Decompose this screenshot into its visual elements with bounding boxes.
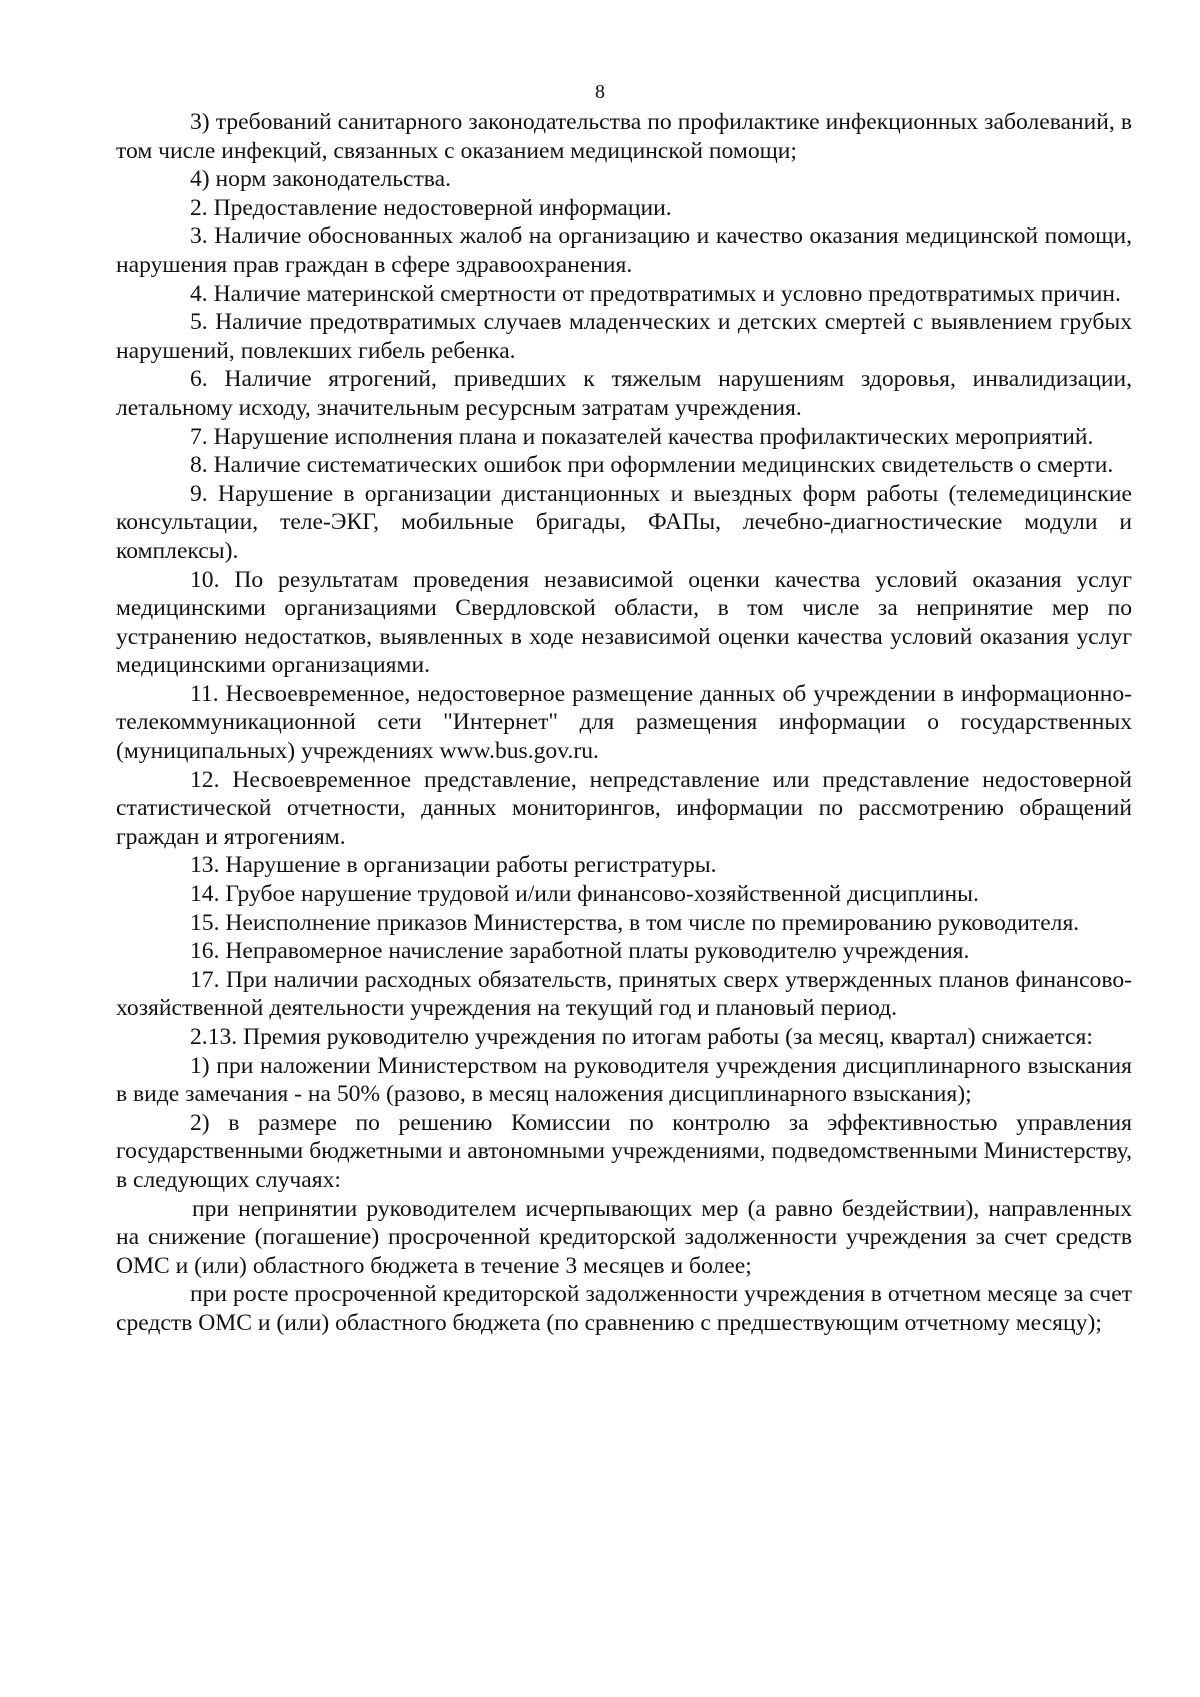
paragraph: 3. Наличие обоснованных жалоб на организацию и качество оказания медицинской помощи, нарушения прав граждан в сфере здравоохранения. bbox=[116, 223, 1132, 278]
paragraph: 8. Наличие систематических ошибок при оформлении медицинских свидетельств о смерти. bbox=[190, 452, 1114, 479]
paragraph: 3) требований санитарного законодательства по профилактике инфекционных заболеваний, в том числе инфекций, связанных с оказанием медицинской помощи; bbox=[116, 109, 1132, 164]
paragraph: 16. Неправомерное начисление заработной платы руководителю учреждения. bbox=[190, 938, 970, 965]
paragraph: при непринятии руководителем исчерпывающих мер (а равно бездействии), направленных на снижение (погашение) просроченной кредиторской задолженности учреждения за счет средств ОМС и (или) областного бюджета в течение 3 месяцев и более; bbox=[116, 1195, 1132, 1279]
paragraph: 7. Нарушение исполнения плана и показателей качества профилактических мероприятий. bbox=[190, 423, 1094, 450]
paragraph: 11. Несвоевременное, недостоверное размещение данных об учреждении в информационно-телекоммуникационной сети "Интернет" для размещения информации о государственных (муниципальных) учреждениях www.bus.gov.ru. bbox=[116, 680, 1132, 765]
document-body bbox=[116, 108, 1132, 1338]
paragraph: 9. Нарушение в организации дистанционных и выездных форм работы (телемедицинские консультации, теле-ЭКГ, мобильные бригады, ФАПы, лечебно-диагностические модули и комплексы). bbox=[116, 480, 1132, 564]
paragraph: 1) при наложении Министерством на руководителя учреждения дисциплинарного взыскания в виде замечания - на 50% (разово, в месяц наложения дисциплинарного взыскания); bbox=[116, 1052, 1132, 1108]
paragraph: 5. Наличие предотвратимых случаев младенческих и детских смертей с выявлением грубых нарушений, повлекших гибель ребенка. bbox=[116, 309, 1132, 364]
paragraph: 17. При наличии расходных обязательств, принятых сверх утвержденных планов финансово-хозяйственной деятельности учреждения на текущий год и плановый период. bbox=[116, 966, 1132, 1022]
paragraph: 4) норм законодательства. bbox=[190, 166, 452, 193]
paragraph: 12. Несвоевременное представление, непредставление или представление недостоверной статистической отчетности, данных мониторингов, информации по рассмотрению обращений граждан и ятрогениям. bbox=[116, 766, 1132, 850]
paragraph: 13. Нарушение в организации работы регистратуры. bbox=[190, 852, 717, 879]
paragraph: 6. Наличие ятрогений, приведших к тяжелым нарушениям здоровья, инвалидизации, летальному исходу, значительным ресурсным затратам учреждения. bbox=[116, 366, 1132, 421]
paragraph: 14. Грубое нарушение трудовой и/или финансово-хозяйственной дисциплины. bbox=[190, 881, 979, 908]
paragraph: 10. По результатам проведения независимой оценки качества условий оказания услуг медицинскими организациями Свердловской области, в том числе за непринятие мер по устранению недостатков, выявленных в ходе независимой оценки качества условий оказания услуг медицинскими организациями. bbox=[116, 566, 1132, 679]
paragraph: при росте просроченной кредиторской задолженности учреждения в отчетном месяце за счет средств ОМС и (или) областного бюджета (по сравнению с предшествующим отчетному месяцу); bbox=[116, 1281, 1132, 1336]
paragraph: 2. Предоставление недостоверной информации. bbox=[190, 194, 672, 221]
paragraph: 2) в размере по решению Комиссии по контролю за эффективностью управления государственными бюджетными и автономными учреждениями, подведомственными Министерству, в следующих случаях: bbox=[116, 1109, 1132, 1193]
paragraph: 2.13. Премия руководителю учреждения по итогам работы (за месяц, квартал) снижается: bbox=[190, 1024, 1093, 1050]
paragraph: 4. Наличие материнской смертности от предотвратимых и условно предотвратимых причин. bbox=[190, 280, 1121, 307]
page-number: 8 bbox=[595, 81, 605, 103]
paragraph: 15. Неисполнение приказов Министерства, в том числе по премированию руководителя. bbox=[190, 909, 1080, 936]
